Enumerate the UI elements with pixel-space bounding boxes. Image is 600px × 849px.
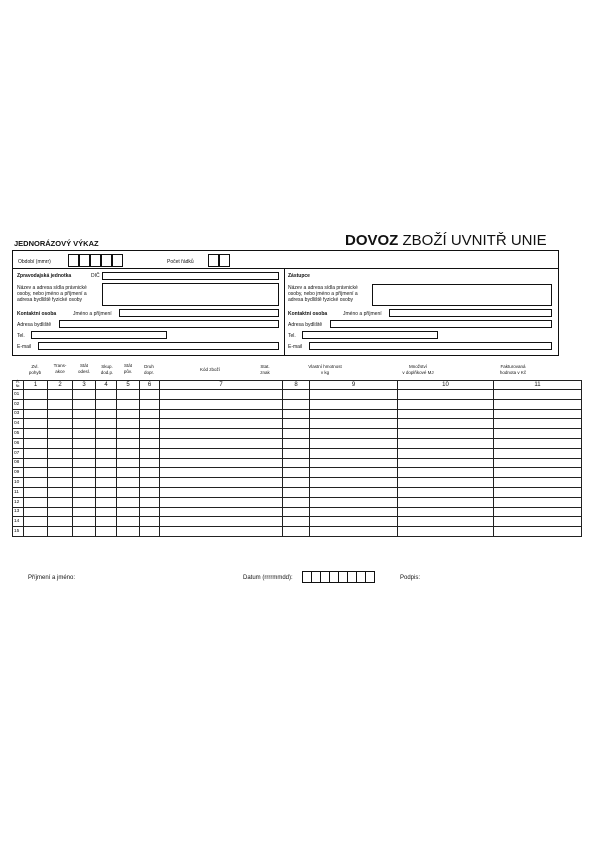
- table-cell[interactable]: [96, 419, 117, 429]
- table-cell[interactable]: [73, 468, 96, 478]
- row-number: 12: [13, 497, 24, 507]
- col-3-header: Stát odesl.: [77, 363, 90, 374]
- table-cell[interactable]: [310, 429, 398, 439]
- reporting-name-input[interactable]: [102, 283, 279, 306]
- table-cell[interactable]: [117, 448, 140, 458]
- table-cell[interactable]: [283, 390, 310, 400]
- table-cell[interactable]: [73, 438, 96, 448]
- table-cell[interactable]: [117, 487, 140, 497]
- reporting-name-label-3: adresa bydliště fyzické osoby: [17, 297, 83, 303]
- table-cell[interactable]: [160, 478, 283, 488]
- reporting-name-label-1: Název a adresa sídla právnické: [17, 285, 87, 291]
- table-cell[interactable]: [24, 497, 48, 507]
- table-cell[interactable]: [117, 478, 140, 488]
- table-row: [13, 458, 582, 468]
- row-number: 06: [13, 438, 24, 448]
- table-cell[interactable]: [48, 438, 73, 448]
- table-cell[interactable]: [494, 497, 582, 507]
- items-table: [12, 380, 582, 537]
- table-cell[interactable]: [117, 419, 140, 429]
- table-cell[interactable]: [24, 507, 48, 517]
- table-cell[interactable]: [160, 468, 283, 478]
- table-cell[interactable]: [494, 429, 582, 439]
- table-row: [13, 507, 582, 517]
- representative-name-label-2: osoby, nebo jméno a příjmení a: [288, 291, 358, 297]
- table-cell[interactable]: [96, 527, 117, 537]
- table-row: [13, 478, 582, 488]
- table-cell[interactable]: [160, 399, 283, 409]
- reporting-email-label: E-mail: [17, 344, 32, 350]
- table-cell[interactable]: [48, 419, 73, 429]
- table-row: [13, 497, 582, 507]
- table-cell[interactable]: [140, 390, 160, 400]
- row-number: 10: [13, 478, 24, 488]
- table-cell[interactable]: [283, 438, 310, 448]
- table-cell[interactable]: [117, 468, 140, 478]
- representative-name-label-1: Název a adresa sídla právnické: [288, 285, 358, 291]
- representative-address-input[interactable]: [330, 320, 552, 328]
- table-cell[interactable]: [494, 458, 582, 468]
- table-cell[interactable]: [117, 507, 140, 517]
- col-7-header: Kód zboží: [199, 367, 220, 372]
- dic-label: DIČ: [91, 273, 100, 279]
- col-5-header: Stát pův.: [123, 363, 133, 374]
- row-number: 15: [13, 527, 24, 537]
- representative-tel-input[interactable]: [302, 331, 438, 339]
- col-number: 10: [398, 381, 494, 390]
- document-title: [345, 232, 547, 249]
- table-row: [13, 419, 582, 429]
- table-cell[interactable]: [283, 527, 310, 537]
- col-10-header: Množství v doplňkové MJ: [402, 364, 434, 375]
- row-number: 05: [13, 429, 24, 439]
- table-cell[interactable]: [160, 390, 283, 400]
- table-cell[interactable]: [117, 517, 140, 527]
- table-cell[interactable]: [310, 468, 398, 478]
- col-number: 8: [283, 381, 310, 390]
- table-cell[interactable]: [140, 429, 160, 439]
- reporting-contact-name-input[interactable]: [119, 309, 279, 317]
- row-number: 01: [13, 390, 24, 400]
- table-cell[interactable]: [140, 468, 160, 478]
- col-number: 11: [494, 381, 582, 390]
- table-cell[interactable]: [48, 497, 73, 507]
- table-cell[interactable]: [117, 390, 140, 400]
- representative-contact-name-input[interactable]: [389, 309, 552, 317]
- table-cell[interactable]: [96, 468, 117, 478]
- table-cell[interactable]: [117, 409, 140, 419]
- table-cell[interactable]: [24, 527, 48, 537]
- row-number: 03: [13, 409, 24, 419]
- table-cell[interactable]: [398, 429, 494, 439]
- table-cell[interactable]: [398, 507, 494, 517]
- header-divider: [12, 268, 559, 269]
- table-cell[interactable]: [398, 527, 494, 537]
- row-number: 02: [13, 399, 24, 409]
- table-cell[interactable]: [48, 517, 73, 527]
- col-8-header: Stat. znak: [260, 364, 270, 375]
- table-cell[interactable]: [24, 438, 48, 448]
- table-row: [13, 468, 582, 478]
- table-cell[interactable]: [494, 487, 582, 497]
- table-cell[interactable]: [310, 458, 398, 468]
- table-cell[interactable]: [283, 468, 310, 478]
- table-cell[interactable]: [96, 517, 117, 527]
- table-cell[interactable]: [398, 399, 494, 409]
- table-cell[interactable]: [96, 507, 117, 517]
- table-cell[interactable]: [117, 438, 140, 448]
- table-cell[interactable]: [24, 409, 48, 419]
- table-cell[interactable]: [494, 507, 582, 517]
- table-cell[interactable]: [398, 458, 494, 468]
- title-rest: ZBOŽÍ UVNITŘ UNIE: [398, 232, 547, 249]
- table-cell[interactable]: [283, 399, 310, 409]
- table-cell[interactable]: [73, 507, 96, 517]
- table-cell[interactable]: [494, 438, 582, 448]
- table-cell[interactable]: [283, 429, 310, 439]
- table-cell[interactable]: [73, 478, 96, 488]
- table-cell[interactable]: [48, 487, 73, 497]
- rows-count-label: Počet řádků: [167, 259, 194, 265]
- representative-tel-label: Tel.: [288, 333, 296, 339]
- table-cell[interactable]: [160, 419, 283, 429]
- table-cell[interactable]: [310, 507, 398, 517]
- table-cell[interactable]: [310, 497, 398, 507]
- period-label: Období (mmrr): [18, 259, 51, 265]
- table-row: [13, 390, 582, 400]
- row-number: 07: [13, 448, 24, 458]
- representative-contact-name-label: Jméno a příjmení: [343, 311, 382, 317]
- table-cell[interactable]: [494, 390, 582, 400]
- footer-date-label: Datum (rrrrmmdd):: [243, 575, 293, 581]
- table-cell[interactable]: [398, 517, 494, 527]
- form-title: JEDNORÁZOVÝ VÝKAZ: [14, 239, 99, 248]
- table-cell[interactable]: [398, 438, 494, 448]
- table-cell[interactable]: [283, 419, 310, 429]
- table-cell[interactable]: [140, 527, 160, 537]
- table-row: [13, 517, 582, 527]
- table-cell[interactable]: [73, 448, 96, 458]
- table-cell[interactable]: [117, 429, 140, 439]
- table-cell[interactable]: [398, 448, 494, 458]
- table-cell[interactable]: [398, 468, 494, 478]
- table-cell[interactable]: [140, 487, 160, 497]
- table-row: [13, 399, 582, 409]
- col-11-header: Fakturovaná hodnota v Kč: [499, 364, 527, 375]
- table-cell[interactable]: [48, 478, 73, 488]
- table-cell[interactable]: [24, 458, 48, 468]
- table-cell[interactable]: [140, 399, 160, 409]
- table-cell[interactable]: [73, 419, 96, 429]
- reporting-tel-label: Tel.: [17, 333, 25, 339]
- table-cell[interactable]: [283, 448, 310, 458]
- table-cell[interactable]: [73, 409, 96, 419]
- reporting-email-input[interactable]: [38, 342, 279, 350]
- table-cell[interactable]: [73, 497, 96, 507]
- table-row: [13, 409, 582, 419]
- table-cell[interactable]: [494, 419, 582, 429]
- table-cell[interactable]: [160, 487, 283, 497]
- table-cell[interactable]: [48, 458, 73, 468]
- table-cell[interactable]: [117, 497, 140, 507]
- table-cell[interactable]: [96, 409, 117, 419]
- table-row: [13, 448, 582, 458]
- table-cell[interactable]: [140, 419, 160, 429]
- table-row: [13, 527, 582, 537]
- table-cell[interactable]: [494, 527, 582, 537]
- table-cell[interactable]: [96, 438, 117, 448]
- row-number: 04: [13, 419, 24, 429]
- representative-email-input[interactable]: [309, 342, 552, 350]
- table-cell[interactable]: [96, 448, 117, 458]
- col-number: 3: [73, 381, 96, 390]
- table-cell[interactable]: [494, 468, 582, 478]
- table-cell[interactable]: [73, 429, 96, 439]
- table-cell[interactable]: [283, 409, 310, 419]
- table-cell[interactable]: [48, 399, 73, 409]
- reporting-address-label: Adresa bydliště: [17, 322, 52, 328]
- table-cell[interactable]: [24, 468, 48, 478]
- table-cell[interactable]: [140, 409, 160, 419]
- col-number: 4: [96, 381, 117, 390]
- row-no-header: Ř. Nr.: [13, 381, 24, 390]
- period-input[interactable]: [68, 254, 124, 267]
- col-4-header: Skup. dod.p.: [100, 364, 114, 375]
- row-number: 09: [13, 468, 24, 478]
- reporting-contact-name-label: Jméno a příjmení: [73, 311, 112, 317]
- table-cell[interactable]: [48, 409, 73, 419]
- col-number: 6: [140, 381, 160, 390]
- col-9-header: Vlastní hmotnost v kg: [308, 364, 342, 375]
- table-cell[interactable]: [24, 419, 48, 429]
- table-cell[interactable]: [117, 399, 140, 409]
- table-cell[interactable]: [73, 527, 96, 537]
- table-cell[interactable]: [48, 527, 73, 537]
- col-number: 5: [117, 381, 140, 390]
- title-bold: DOVOZ: [345, 232, 399, 249]
- row-number: 14: [13, 517, 24, 527]
- table-cell[interactable]: [160, 448, 283, 458]
- table-cell[interactable]: [160, 517, 283, 527]
- table-cell[interactable]: [48, 468, 73, 478]
- table-cell[interactable]: [48, 429, 73, 439]
- representative-email-label: E-mail: [288, 344, 303, 350]
- table-cell[interactable]: [398, 497, 494, 507]
- date-input[interactable]: [302, 571, 379, 583]
- table-cell[interactable]: [96, 399, 117, 409]
- table-cell[interactable]: [140, 517, 160, 527]
- table-cell[interactable]: [96, 429, 117, 439]
- rows-count-input[interactable]: [208, 254, 230, 267]
- row-number: 08: [13, 458, 24, 468]
- table-cell[interactable]: [117, 527, 140, 537]
- table-cell[interactable]: [24, 478, 48, 488]
- table-cell[interactable]: [283, 458, 310, 468]
- table-cell[interactable]: [310, 390, 398, 400]
- table-row: [13, 487, 582, 497]
- table-cell[interactable]: [283, 517, 310, 527]
- table-cell[interactable]: [494, 517, 582, 527]
- table-cell[interactable]: [398, 419, 494, 429]
- table-cell[interactable]: [140, 448, 160, 458]
- table-cell[interactable]: [494, 478, 582, 488]
- table-cell[interactable]: [160, 527, 283, 537]
- table-cell[interactable]: [140, 497, 160, 507]
- table-cell[interactable]: [73, 487, 96, 497]
- table-cell[interactable]: [160, 429, 283, 439]
- table-cell[interactable]: [310, 448, 398, 458]
- table-cell[interactable]: [48, 448, 73, 458]
- section-divider: [284, 268, 285, 356]
- table-cell[interactable]: [73, 458, 96, 468]
- table-cell[interactable]: [160, 507, 283, 517]
- table-cell[interactable]: [494, 409, 582, 419]
- representative-address-label: Adresa bydliště: [288, 322, 323, 328]
- col-6-header: Druh dopr.: [143, 364, 154, 375]
- table-cell[interactable]: [283, 497, 310, 507]
- table-cell[interactable]: [160, 438, 283, 448]
- table-cell[interactable]: [398, 478, 494, 488]
- table-cell[interactable]: [140, 458, 160, 468]
- table-cell[interactable]: [24, 390, 48, 400]
- table-cell[interactable]: [494, 448, 582, 458]
- table-cell[interactable]: [310, 478, 398, 488]
- table-cell[interactable]: [73, 390, 96, 400]
- table-cell[interactable]: [283, 478, 310, 488]
- reporting-address-input[interactable]: [59, 320, 279, 328]
- table-cell[interactable]: [117, 458, 140, 468]
- table-cell[interactable]: [24, 448, 48, 458]
- row-number: 13: [13, 507, 24, 517]
- table-cell[interactable]: [494, 399, 582, 409]
- table-cell[interactable]: [24, 487, 48, 497]
- table-cell[interactable]: [310, 487, 398, 497]
- column-number-row: [13, 381, 582, 390]
- col-number: 2: [48, 381, 73, 390]
- table-cell[interactable]: [310, 527, 398, 537]
- table-cell[interactable]: [310, 409, 398, 419]
- col-1-header: Zvl. pohyb: [28, 364, 42, 375]
- table-row: [13, 438, 582, 448]
- table-cell[interactable]: [96, 487, 117, 497]
- dic-input[interactable]: [102, 272, 279, 280]
- table-cell[interactable]: [310, 399, 398, 409]
- reporting-name-label-2: osoby, nebo jméno a příjmení a: [17, 291, 87, 297]
- col-number: 1: [24, 381, 48, 390]
- table-cell[interactable]: [160, 458, 283, 468]
- table-cell[interactable]: [73, 517, 96, 527]
- table-cell[interactable]: [398, 409, 494, 419]
- table-cell[interactable]: [283, 507, 310, 517]
- representative-heading: Zástupce: [288, 273, 310, 279]
- table-cell[interactable]: [310, 517, 398, 527]
- representative-name-input[interactable]: [372, 284, 552, 306]
- table-cell[interactable]: [140, 507, 160, 517]
- footer-name-label: Příjmení a jméno:: [28, 575, 76, 581]
- table-cell[interactable]: [96, 497, 117, 507]
- table-cell[interactable]: [160, 409, 283, 419]
- table-cell[interactable]: [398, 390, 494, 400]
- table-row: [13, 429, 582, 439]
- reporting-unit-heading: Zpravodajská jednotka: [17, 273, 72, 279]
- reporting-tel-input[interactable]: [31, 331, 167, 339]
- table-cell[interactable]: [140, 438, 160, 448]
- col-number: 9: [310, 381, 398, 390]
- col-number: 7: [160, 381, 283, 390]
- col-2-header: Trans- akce: [53, 363, 67, 374]
- table-cell[interactable]: [24, 429, 48, 439]
- representative-contact-heading: Kontaktní osoba: [288, 311, 328, 317]
- footer-signature-label: Podpis:: [400, 575, 421, 581]
- table-cell[interactable]: [310, 419, 398, 429]
- table-cell[interactable]: [160, 497, 283, 507]
- table-cell[interactable]: [398, 487, 494, 497]
- table-cell[interactable]: [140, 478, 160, 488]
- table-cell[interactable]: [96, 478, 117, 488]
- table-cell[interactable]: [96, 390, 117, 400]
- table-cell[interactable]: [48, 507, 73, 517]
- table-cell[interactable]: [73, 399, 96, 409]
- table-cell[interactable]: [24, 517, 48, 527]
- representative-name-label-3: adresa bydliště fyzické osoby: [288, 297, 354, 303]
- table-cell[interactable]: [48, 390, 73, 400]
- table-cell[interactable]: [283, 487, 310, 497]
- table-cell[interactable]: [310, 438, 398, 448]
- reporting-contact-heading: Kontaktní osoba: [17, 311, 57, 317]
- table-cell[interactable]: [96, 458, 117, 468]
- row-number: 11: [13, 487, 24, 497]
- table-cell[interactable]: [24, 399, 48, 409]
